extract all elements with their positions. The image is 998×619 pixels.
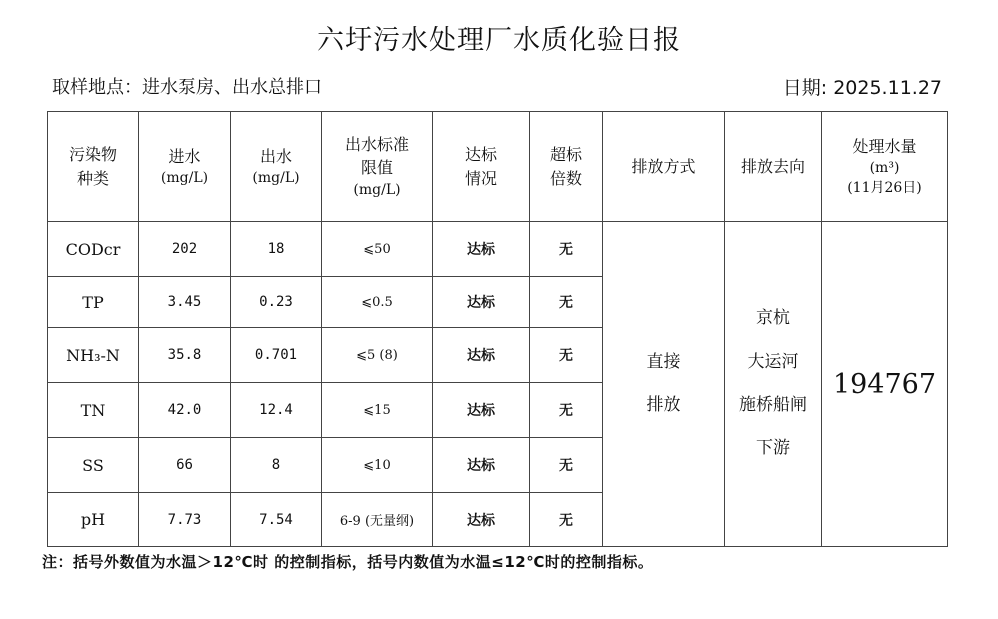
pollutant-cell: NH₃-N: [48, 328, 139, 383]
status-cell: 达标: [433, 277, 530, 328]
header-influent: [139, 112, 231, 222]
discharge-destination-cell: [725, 222, 822, 547]
header-pollutant-line: 污染物: [68, 145, 117, 165]
discharge-destination-line: 下游: [756, 438, 790, 459]
effluent-cell: 12.4: [231, 383, 322, 438]
exceed-cell: 无: [530, 493, 603, 547]
treated-volume-cell: 194767: [822, 222, 948, 547]
header-limit: [322, 112, 433, 222]
influent-cell: 66: [139, 438, 231, 493]
exceed-cell: 无: [530, 222, 603, 277]
header-row: [48, 112, 948, 222]
header-pollutant: [48, 112, 139, 222]
pollutant-cell: TP: [48, 277, 139, 328]
header-discharge-destination: 排放去向: [725, 112, 822, 222]
header-effluent-line: 出水: [259, 146, 292, 166]
effluent-cell: 18: [231, 222, 322, 277]
effluent-cell: 0.23: [231, 277, 322, 328]
header-exceed-line: 超标: [549, 145, 582, 165]
discharge-method-line: 直接: [646, 351, 681, 372]
discharge-method-cell: [603, 222, 725, 547]
effluent-cell: 8: [231, 438, 322, 493]
header-exceed-line: 倍数: [549, 168, 582, 188]
header-volume-unit: (m³): [869, 159, 900, 176]
header-effluent: [231, 112, 322, 222]
status-cell: 达标: [433, 383, 530, 438]
limit-cell: 6-9 (无量纲): [322, 493, 433, 547]
influent-cell: 7.73: [139, 493, 231, 547]
header-limit-line: 出水标准: [344, 135, 409, 155]
discharge-method-line: 排放: [646, 395, 681, 415]
limit-cell: ⩽15: [322, 383, 433, 438]
header-status-line: 达标: [464, 145, 497, 165]
header-volume-line: 处理水量: [852, 136, 917, 156]
status-cell: 达标: [433, 328, 530, 383]
header-discharge-method: 排放方式: [603, 112, 725, 222]
exceed-cell: 无: [530, 383, 603, 438]
limit-cell: ⩽5 (8): [322, 328, 433, 383]
discharge-destination-line: 京杭: [756, 308, 790, 329]
status-cell: 达标: [433, 438, 530, 493]
header-exceed: [530, 112, 603, 222]
header-status: [433, 112, 530, 222]
table-row: [48, 222, 948, 277]
influent-cell: 202: [139, 222, 231, 277]
exceed-cell: 无: [530, 328, 603, 383]
discharge-destination-line: 施桥船闸: [739, 395, 807, 415]
pollutant-cell: SS: [48, 438, 139, 493]
limit-cell: ⩽50: [322, 222, 433, 277]
exceed-cell: 无: [530, 438, 603, 493]
pollutant-cell: TN: [48, 383, 139, 438]
pollutant-cell: CODcr: [48, 222, 139, 277]
footnote: 注：括号外数值为水温＞12℃时 的控制指标，括号内数值为水温≤12℃时的控制指标。: [42, 553, 654, 571]
pollutant-cell: pH: [48, 493, 139, 547]
limit-cell: ⩽10: [322, 438, 433, 493]
report-date: 日期: 2025.11.27: [782, 77, 942, 99]
header-effluent-unit: (mg/L): [252, 169, 300, 186]
header-limit-line: 限值: [360, 158, 393, 178]
effluent-cell: 0.701: [231, 328, 322, 383]
exceed-cell: 无: [530, 277, 603, 328]
report-title: 六圩污水处理厂水质化验日报: [317, 25, 681, 56]
water-quality-table: [47, 111, 948, 547]
sampling-location: 取样地点：进水泵房、出水总排口: [52, 77, 322, 98]
header-influent-line: 进水: [168, 146, 201, 166]
header-limit-unit: (mg/L): [353, 181, 401, 198]
header-volume: [822, 112, 948, 222]
header-volume-date: (11月26日): [847, 180, 922, 197]
header-status-line: 情况: [464, 168, 497, 188]
limit-cell: ⩽0.5: [322, 277, 433, 328]
influent-cell: 3.45: [139, 277, 231, 328]
status-cell: 达标: [433, 493, 530, 547]
header-influent-unit: (mg/L): [160, 169, 209, 186]
header-pollutant-line: 种类: [76, 168, 109, 188]
influent-cell: 42.0: [139, 383, 231, 438]
effluent-cell: 7.54: [231, 493, 322, 547]
discharge-destination-line: 大运河: [747, 351, 799, 372]
status-cell: 达标: [433, 222, 530, 277]
influent-cell: 35.8: [139, 328, 231, 383]
